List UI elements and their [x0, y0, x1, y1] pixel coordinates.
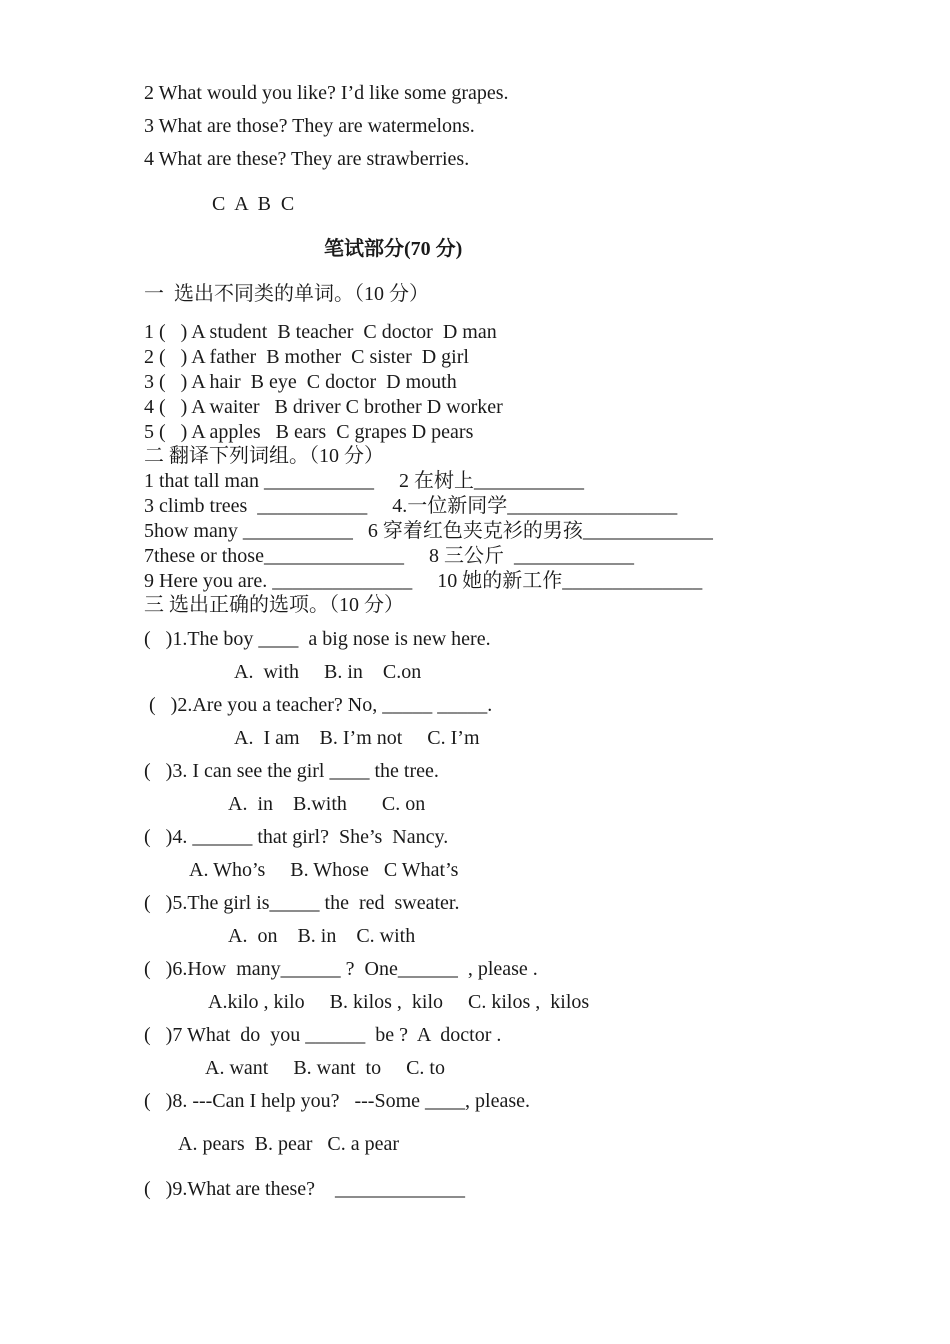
section2-row: 7these or those______________ 8 三公斤 ____________: [144, 545, 634, 567]
section1-item: 4 ( ) A waiter B driver C brother D worker: [144, 396, 503, 418]
section1-item: 1 ( ) A student B teacher C doctor D man: [144, 321, 497, 343]
options-1: A. with B. in C.on: [234, 661, 422, 683]
listening-line-2: 2 What would you like? I’d like some grapes.: [144, 82, 509, 104]
part-title: 笔试部分(70 分): [324, 238, 463, 260]
question-1: ( )1.The boy ____ a big nose is new here.: [144, 628, 491, 650]
options-7: A. want B. want to C. to: [205, 1057, 445, 1079]
question-7: ( )7 What do you ______ be ? A doctor .: [144, 1024, 502, 1046]
section2-row: 9 Here you are. ______________ 10 她的新工作______________: [144, 570, 703, 592]
question-4: ( )4. ______ that girl? She’s Nancy.: [144, 826, 449, 848]
question-3: ( )3. I can see the girl ____ the tree.: [144, 760, 439, 782]
question-6: ( )6.How many______ ? One______ , please .: [144, 958, 538, 980]
answer-key: C A B C: [212, 193, 295, 215]
question-2: ( )2.Are you a teacher? No, _____ _____.: [149, 694, 493, 716]
options-4: A. Who’s B. Whose C What’s: [189, 859, 459, 881]
listening-line-3: 3 What are those? They are watermelons.: [144, 115, 475, 137]
listening-line-4: 4 What are these? They are strawberries.: [144, 148, 470, 170]
section3-heading: 三 选出正确的选项。（10 分）: [144, 594, 404, 616]
section1-item: 5 ( ) A apples B ears C grapes D pears: [144, 421, 474, 443]
question-5: ( )5.The girl is_____ the red sweater.: [144, 892, 460, 914]
section2-heading: 二 翻译下列词组。（10 分）: [144, 445, 384, 467]
options-3: A. in B.with C. on: [228, 793, 426, 815]
section1-item: 2 ( ) A father B mother C sister D girl: [144, 346, 469, 368]
section1-heading: 一 选出不同类的单词。（10 分）: [144, 283, 429, 305]
options-5: A. on B. in C. with: [228, 925, 416, 947]
options-8: A. pears B. pear C. a pear: [178, 1133, 400, 1155]
section1-item: 3 ( ) A hair B eye C doctor D mouth: [144, 371, 457, 393]
section2-row: 3 climb trees ___________ 4.一位新同学_________________: [144, 495, 678, 517]
options-6: A.kilo , kilo B. kilos , kilo C. kilos , kilos: [208, 991, 590, 1013]
question-8: ( )8. ---Can I help you? ---Some ____, please.: [144, 1090, 530, 1112]
section2-row: 1 that tall man ___________ 2 在树上___________: [144, 470, 584, 492]
options-2: A. I am B. I’m not C. I’m: [234, 727, 480, 749]
section2-row: 5how many ___________ 6 穿着红色夹克衫的男孩_____________: [144, 520, 713, 542]
question-9: ( )9.What are these? _____________: [144, 1178, 466, 1200]
